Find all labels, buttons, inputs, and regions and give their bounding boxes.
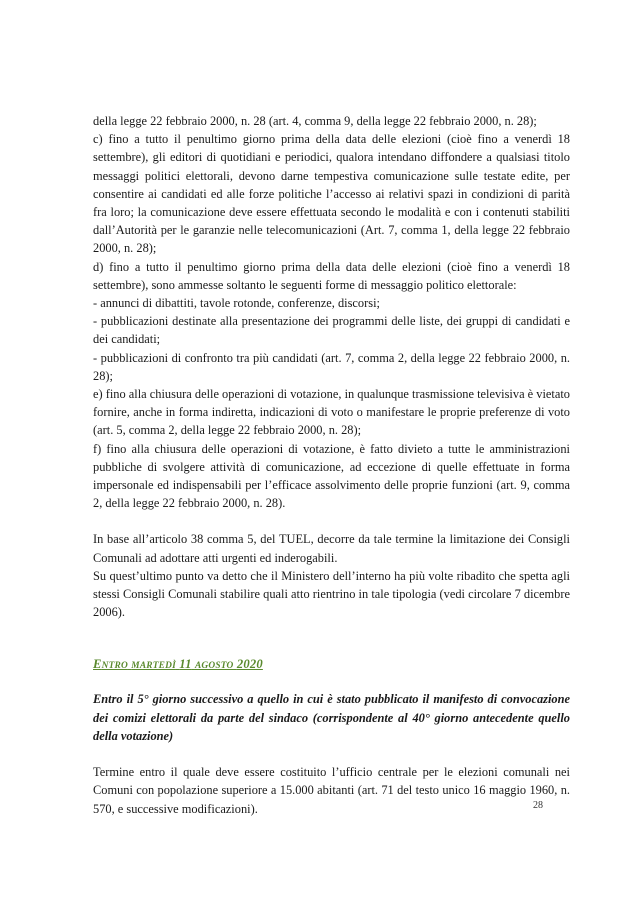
document-page [93, 112, 570, 818]
paragraph-legge-28-continuation: della legge 22 febbraio 2000, n. 28 (art. 4, comma 9, della legge 22 febbraio 2000, n. 28); [93, 114, 537, 128]
deadline-list [93, 112, 570, 512]
paragraph-item-c: c) fino a tutto il penultimo giorno prima della data delle elezioni (cioè fino a venerdì 18 settembre), gli editori di quotidiani e periodici, qualora intendano diffondere a qualsiasi titolo messaggi politici elettorali, devono darne tempestiva comunicazione sulle testate edite, per consentire ai candidati ed alle forze politiche l’accesso ai relativi spazi in condizioni di parità fra loro; la comunicazione deve essere effettuata secondo le modalità e con i contenuti stabiliti dall’Autorità per le garanzie nelle telecomunicazioni (Art. 7, comma 1, della legge 22 febbraio 2000, n. 28); [93, 132, 570, 256]
heading-day: 11 [179, 657, 192, 672]
paragraph-ministero: Su quest’ultimo punto va detto che il Ministero dell’interno ha più volte ribadito che spetta agli stessi Consigli Comunali stabilire quali atto rientrino in tale tipologia (vedi circolare 7 dicembre 2006). [93, 568, 570, 620]
paragraph-tuel: In base all’articolo 38 comma 5, del TUEL, decorre da tale termine la limitazione dei Consigli Comunali ad adottare atti urgenti ed inderogabili. [93, 532, 570, 565]
heading-year: 2020 [236, 657, 263, 672]
deadline-description: Entro il 5° giorno successivo a quello in cui è stato pubblicato il manifesto di convocazione dei comizi elettorali da parte del sindaco (corrispondente al 40° giorno antecedente quello della votazione) [93, 692, 570, 743]
heading-entro-rest: NTRO [101, 661, 128, 672]
heading-month: AGOSTO [194, 661, 234, 672]
paragraph-dash-annunci: - annunci di dibattiti, tavole rotonde, conferenze, discorsi; [93, 296, 380, 311]
paragraph-item-f: f) fino alla chiusura delle operazioni di votazione, è fatto divieto a tutte le amministrazioni pubbliche di svolgere attività di comunicazione, ad eccezione di quelle effettuate in forma impersonale ed indispensabili per l’efficace assolvimento delle proprie funzioni (art. 9, comma 2, della legge 22 febbraio 2000, n. 28). [93, 441, 570, 511]
paragraph-ufficio-centrale: Termine entro il quale deve essere costituito l’ufficio centrale per le elezioni comunali nei Comuni con popolazione superiore a 15.000 abitanti (art. 71 del testo unico 16 maggio 1960, n. 570, e successive modificazioni). [93, 765, 570, 816]
section-heading-date [93, 657, 570, 672]
paragraph-item-d: d) fino a tutto il penultimo giorno prima della data delle elezioni (cioè fino a venerdì 18 settembre), sono ammesse soltanto le seguenti forme di messaggio politico elettorale: [93, 259, 570, 292]
heading-entro-initial: E [93, 657, 102, 672]
tuel-section [93, 530, 570, 621]
paragraph-dash-confronto: - pubblicazioni di confronto tra più candidati (art. 7, comma 2, della legge 22 febbraio 2000, n. 28); [93, 350, 570, 383]
heading-weekday: MARTEDÌ [131, 661, 176, 672]
page-number: 28 [533, 800, 543, 811]
paragraph-item-e: e) fino alla chiusura delle operazioni di votazione, in qualunque trasmissione televisiva è vietato fornire, anche in forma indiretta, indicazioni di voto o manifestare le proprie preferenze di voto (art. 5, comma 2, della legge 22 febbraio 2000, n. 28); [93, 387, 570, 438]
paragraph-dash-pubblicazioni: - pubblicazioni destinate alla presentazione dei programmi delle liste, dei gruppi di candidati e dei candidati; [93, 314, 570, 347]
